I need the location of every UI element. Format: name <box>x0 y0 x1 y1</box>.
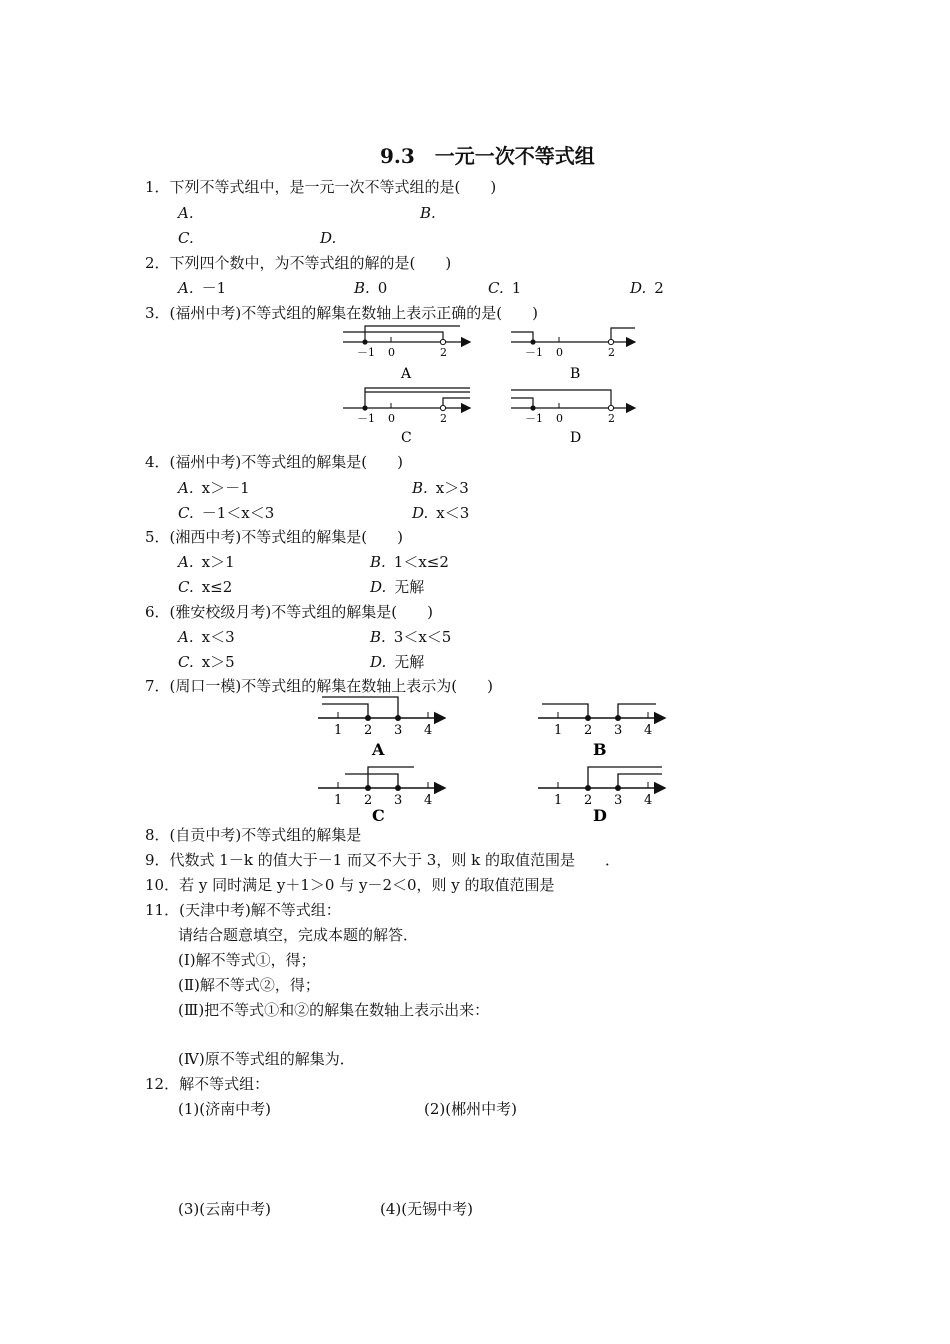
option-value: －1＜x＜3 <box>201 504 275 522</box>
tick-label: －1 <box>357 346 375 359</box>
option-value: x≤2 <box>201 578 233 596</box>
option-value: x＞1 <box>201 553 235 571</box>
option-letter: C. <box>178 653 194 671</box>
option-value: x＜3 <box>436 504 470 522</box>
tick-label: 3 <box>394 793 403 808</box>
question-11-step-1: (Ⅰ)解不等式①，得； <box>178 951 316 969</box>
number-line-b <box>511 328 635 382</box>
option-value: 无解 <box>394 578 425 596</box>
tick-label: 0 <box>388 346 395 359</box>
question-3-number-line-figures <box>335 320 655 450</box>
question-6-option-a <box>178 628 235 646</box>
question-2-option-a <box>178 279 226 297</box>
tick-label: 1 <box>554 793 563 808</box>
option-value: 3＜x＜5 <box>393 628 452 646</box>
question-11-stem: 11．(天津中考)解不等式组： <box>145 901 341 919</box>
question-2-option-d <box>630 279 664 297</box>
number-line-d <box>538 767 665 825</box>
option-value: x＞－1 <box>201 479 250 497</box>
question-1-option-c <box>178 229 202 247</box>
tick-label: －1 <box>525 346 543 359</box>
question-5-option-a <box>178 553 235 571</box>
option-label: C <box>372 806 385 825</box>
option-letter: D. <box>370 578 387 596</box>
option-value: 无解 <box>394 653 425 671</box>
question-7-stem: 7．(周口一模)不等式组的解集在数轴上表示为( ) <box>145 677 493 695</box>
option-label: D <box>593 806 607 825</box>
tick-label: 3 <box>614 723 623 738</box>
question-11-step-4: (Ⅳ)原不等式组的解集为． <box>178 1050 355 1068</box>
number-line-a <box>343 326 470 382</box>
tick-label: 3 <box>614 793 623 808</box>
question-4-option-c <box>178 504 274 522</box>
tick-label: 4 <box>424 723 433 738</box>
question-7-number-line-figures <box>310 695 675 825</box>
question-8: 8．(自贡中考)不等式组的解集是 <box>145 826 362 844</box>
question-6-option-d <box>370 653 424 671</box>
question-11-instruction: 请结合题意填空，完成本题的解答． <box>178 926 419 944</box>
option-value: x＞3 <box>435 479 469 497</box>
page-title: 9.3 一元一次不等式组 <box>380 144 595 168</box>
question-6-stem: 6．(雅安校级月考)不等式组的解集是( ) <box>145 603 433 621</box>
option-letter: D. <box>370 653 387 671</box>
question-1-option-a <box>178 204 202 222</box>
option-letter: A. <box>178 279 194 297</box>
tick-label: 2 <box>584 723 593 738</box>
option-label: A <box>372 740 385 759</box>
question-4-stem: 4．(福州中考)不等式组的解集是( ) <box>145 453 403 471</box>
number-line-a <box>318 697 445 759</box>
question-12-part-3: (3)(云南中考) <box>178 1200 271 1218</box>
question-1-stem: 1．下列不等式组中，是一元一次不等式组的是( ) <box>145 178 497 196</box>
option-label: B <box>593 740 607 759</box>
tick-label: 1 <box>334 723 343 738</box>
option-value: 1 <box>511 279 522 297</box>
question-1-option-d <box>320 229 344 247</box>
question-2-option-b <box>354 279 387 297</box>
tick-label: 2 <box>440 412 447 425</box>
tick-label: 2 <box>608 412 615 425</box>
tick-label: 2 <box>364 723 373 738</box>
tick-label: 2 <box>364 793 373 808</box>
question-1-option-b <box>420 204 444 222</box>
option-label: C <box>401 430 412 446</box>
option-value: 0 <box>377 279 388 297</box>
question-4-option-b <box>412 479 469 497</box>
tick-label: 2 <box>584 793 593 808</box>
tick-label: 4 <box>644 723 653 738</box>
option-letter: C. <box>178 229 194 247</box>
option-letter: B. <box>370 628 386 646</box>
tick-label: 4 <box>644 793 653 808</box>
tick-label: 0 <box>556 346 563 359</box>
option-value: x＞5 <box>201 653 235 671</box>
option-label: A <box>401 366 412 382</box>
option-letter: B. <box>354 279 370 297</box>
question-12-part-4: (4)(无锡中考) <box>380 1200 473 1218</box>
tick-label: －1 <box>357 412 375 425</box>
tick-label: 1 <box>334 793 343 808</box>
option-value: 2 <box>654 279 664 297</box>
option-letter: D. <box>630 279 647 297</box>
option-value: 1＜x≤2 <box>393 553 449 571</box>
tick-label: 1 <box>554 723 563 738</box>
number-line-d <box>511 390 635 446</box>
tick-label: 4 <box>424 793 433 808</box>
question-3-stem: 3．(福州中考)不等式组的解集在数轴上表示正确的是( ) <box>145 304 538 322</box>
option-letter: C. <box>178 504 194 522</box>
question-10: 10．若 y 同时满足 y＋1＞0 与 y－2＜0，则 y 的取值范围是 <box>145 876 555 894</box>
question-2-stem: 2．下列四个数中，为不等式组的解的是( ) <box>145 254 452 272</box>
tick-label: 3 <box>394 723 403 738</box>
question-5-stem: 5．(湘西中考)不等式组的解集是( ) <box>145 528 403 546</box>
option-letter: D. <box>412 504 429 522</box>
question-4-option-d <box>412 504 469 522</box>
option-letter: A. <box>178 204 194 222</box>
tick-label: 0 <box>388 412 395 425</box>
number-line-c <box>318 767 445 825</box>
option-letter: A. <box>178 479 194 497</box>
question-12-part-1: (1)(济南中考) <box>178 1100 271 1118</box>
question-6-option-c <box>178 653 235 671</box>
number-line-c <box>343 388 470 446</box>
option-letter: B. <box>412 479 428 497</box>
question-5-option-d <box>370 578 424 596</box>
question-11-step-2: (Ⅱ)解不等式②，得； <box>178 976 320 994</box>
question-5-option-b <box>370 553 449 571</box>
tick-label: 2 <box>440 346 447 359</box>
number-line-b <box>538 704 665 759</box>
option-letter: C. <box>178 578 194 596</box>
question-12-part-2: (2)(郴州中考) <box>424 1100 517 1118</box>
question-9: 9．代数式 1－k 的值大于－1 而又不大于 3，则 k 的取值范围是 ． <box>145 851 620 869</box>
question-6-option-b <box>370 628 451 646</box>
question-5-option-c <box>178 578 232 596</box>
option-letter: C. <box>488 279 504 297</box>
question-2-option-c <box>488 279 521 297</box>
option-letter: D. <box>320 229 337 247</box>
tick-label: －1 <box>525 412 543 425</box>
option-letter: B. <box>370 553 386 571</box>
question-11-step-3: (Ⅲ)把不等式①和②的解集在数轴上表示出来： <box>178 1001 490 1019</box>
question-12-stem: 12．解不等式组： <box>145 1075 270 1093</box>
option-value: x＜3 <box>201 628 235 646</box>
question-4-option-a <box>178 479 250 497</box>
tick-label: 0 <box>556 412 563 425</box>
option-letter: A. <box>178 553 194 571</box>
option-letter: A. <box>178 628 194 646</box>
tick-label: 2 <box>608 346 615 359</box>
option-label: B <box>570 366 581 382</box>
option-label: D <box>570 430 582 446</box>
option-letter: B. <box>420 204 436 222</box>
option-value: －1 <box>201 279 227 297</box>
